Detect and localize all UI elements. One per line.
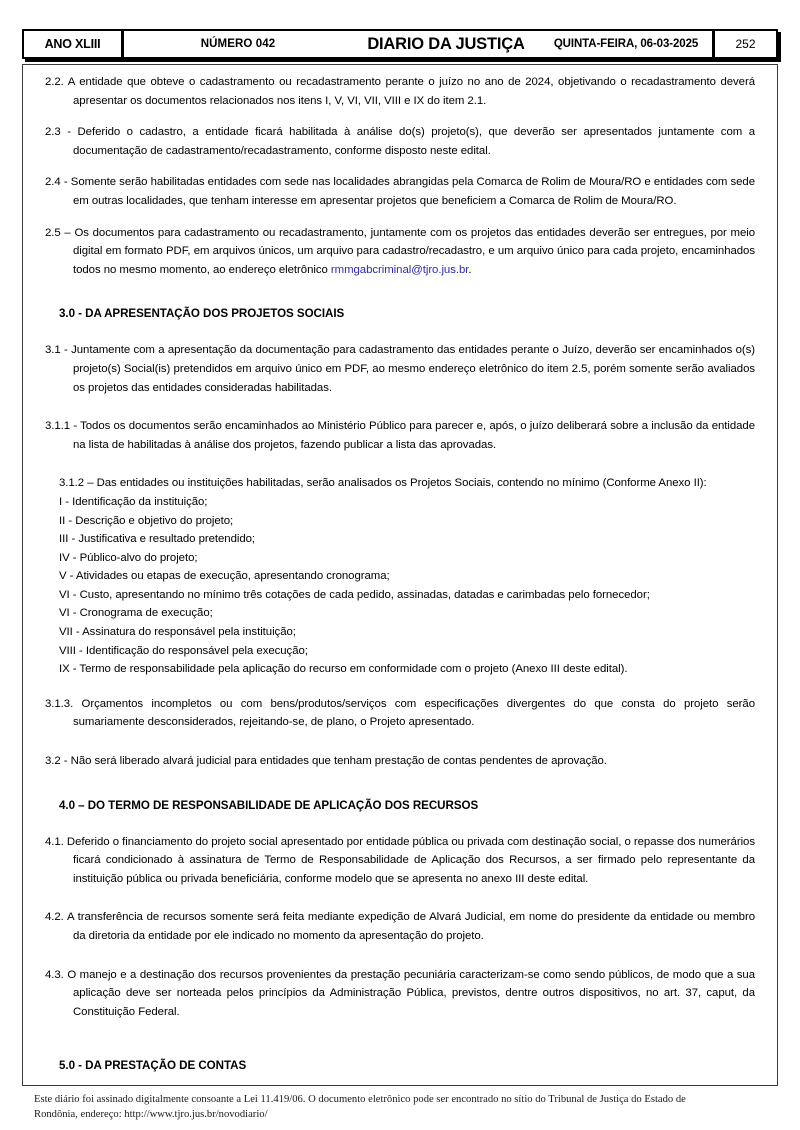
paragraph-2-5-suffix: . — [468, 263, 472, 276]
section-heading-5-0: 5.0 - DA PRESTAÇÃO DE CONTAS — [59, 1059, 247, 1073]
paragraph-4-3: 4.3. O manejo e a destinação dos recursos provenientes da prestação pecuniária caracterizam-se como sendo públicos, de modo que a sua aplicação deve ser norteada pelos princípios da Administração Pública, previstos, dentre outros dispositivos, no art. 37, caput, da Constituição Federal. — [45, 968, 755, 1018]
paragraph-3-2: 3.2 - Não será liberado alvará judicial para entidades que tenham prestação de contas pendentes de aprovação. — [45, 755, 607, 768]
paragraph-2-3: 2.3 - Deferido o cadastro, a entidade ficará habilitada à análise do(s) projeto(s), que deverão ser apresentados juntamente com a documentação de cadastramento/recadastramento, conforme disposto neste edital. — [45, 126, 755, 157]
paragraph-2-4: 2.4 - Somente serão habilitadas entidades com sede nas localidades abrangidas pela Comarca de Rolim de Moura/RO e entidades com sede em outras localidades, que tenham interesse em apresentar projetos que beneficiem a Comarca de Rolim de Moura/RO. — [45, 176, 755, 207]
list-item: V - Atividades ou etapas de execução, apresentando cronograma; — [59, 570, 390, 583]
footer-digital-signature-notice — [22, 1089, 778, 1122]
section-heading-3-0: 3.0 - DA APRESENTAÇÃO DOS PROJETOS SOCIAIS — [59, 307, 345, 321]
list-item: I - Identificação da instituição; — [59, 495, 208, 508]
section-heading-4-0: 4.0 – DO TERMO DE RESPONSABILIDADE DE APLICAÇÃO DOS RECURSOS — [59, 798, 479, 812]
section-spacer — [45, 1047, 755, 1057]
masthead-issue-number: NÚMERO 042 — [200, 38, 276, 50]
footer-line-1: Este diário foi assinado digitalmente consoante a Lei 11.419/06. O documento eletrônico pode ser encontrado no sítio do Tribunal de Justiça do Estado de — [34, 1094, 686, 1105]
content-body — [23, 65, 777, 1085]
list-item: IV - Público-alvo do projeto; — [59, 551, 198, 564]
paragraph-3-1-2-intro: 3.1.2 – Das entidades ou instituições habilitadas, serão analisados os Projetos Sociais, contendo no mínimo (Conforme Anexo II): — [59, 477, 707, 490]
paragraph-3-1-3: 3.1.3. Orçamentos incompletos ou com bens/produtos/serviços com especificações divergentes do que consta do projeto serão sumariamente desconsiderados, rejeitando-se, de plano, o Projeto apresentado. — [45, 697, 755, 729]
list-item: VI - Custo, apresentando no mínimo três cotações de cada pedido, assinadas, datadas e carimbadas pelo fornecedor; — [59, 588, 650, 601]
paragraph-2-2: 2.2. A entidade que obteve o cadastramento ou recadastramento perante o juízo no ano de 2024, objetivando o recadastramento deverá apresentar os documentos relacionados nos itens I, V, VI, VII, VIII e IX do item 2.1. — [45, 76, 755, 107]
list-item: VI - Cronograma de execução; — [59, 607, 213, 620]
masthead-publication-title: DIARIO DA JUSTIÇA — [367, 34, 525, 53]
masthead-page-number: 252 — [712, 31, 776, 57]
list-item: VIII - Identificação do responsável pela execução; — [59, 644, 308, 657]
masthead-year: ANO XLIII — [24, 31, 124, 57]
list-item: II - Descrição e objetivo do projeto; — [59, 514, 234, 527]
footer-line-2: Rondônia, endereço: http://www.tjro.jus.br/novodiario/ — [34, 1108, 268, 1120]
content-frame — [22, 64, 778, 1086]
paragraph-4-2: 4.2. A transferência de recursos somente será feita mediante expedição de Alvará Judicial, em nome do presidente da entidade ou membro da diretoria da entidade por ele indicado no momento da apresentação do projeto. — [45, 911, 755, 942]
roman-numeral-list — [45, 493, 755, 679]
list-item: VII - Assinatura do responsável pela instituição; — [59, 626, 296, 639]
masthead-date: QUINTA-FEIRA, 06-03-2025 — [553, 38, 699, 50]
paragraph-3-1-1: 3.1.1 - Todos os documentos serão encaminhados ao Ministério Público para parecer e, após, o juízo deliberará sobre a inclusão da entidade na lista de habilitadas à análise dos projetos, fazendo publicar a lista das aprovadas. — [45, 420, 755, 451]
list-item: IX - Termo de responsabilidade pela aplicação do recurso em conformidade com o projeto (Anexo III deste edital). — [59, 663, 628, 676]
paragraph-2-5-text: 2.5 – Os documentos para cadastramento ou recadastramento, juntamente com os projetos das entidades deverão ser entregues, por meio digital em formato PDF, em arquivos únicos, um arquivo para cadastro/recadastro, e um arquivo único para cada projeto, encaminhados todos no mesmo momento, ao endereço eletrônico — [45, 226, 755, 276]
paragraph-2-5 — [45, 224, 755, 280]
paragraph-3-1: 3.1 - Juntamente com a apresentação da documentação para cadastramento das entidades perante o Juízo, deverão ser encaminhados o(s) projeto(s) Social(is) pretendidos em arquivo único em PDF, ao mesmo endereço eletrônico do item 2.5, porém somente serão avaliados os projetos das entidades consideradas habilitadas. — [45, 344, 755, 394]
list-item: III - Justificativa e resultado pretendido; — [59, 533, 256, 546]
paragraph-4-1: 4.1. Deferido o financiamento do projeto social apresentado por entidade pública ou privada com destinação social, o repasse dos numerários ficará condicionado à assinatura de Termo de Responsabilidade de Aplicação dos Recursos, a ser firmado pelo representante da instituição pública ou privada beneficiária, conforme modelo que se apresenta no anexo III deste edital. — [45, 835, 755, 885]
email-link-rmmgabcriminal[interactable]: rmmgabcriminal@tjro.jus.br — [330, 263, 469, 276]
masthead-header — [22, 29, 778, 59]
